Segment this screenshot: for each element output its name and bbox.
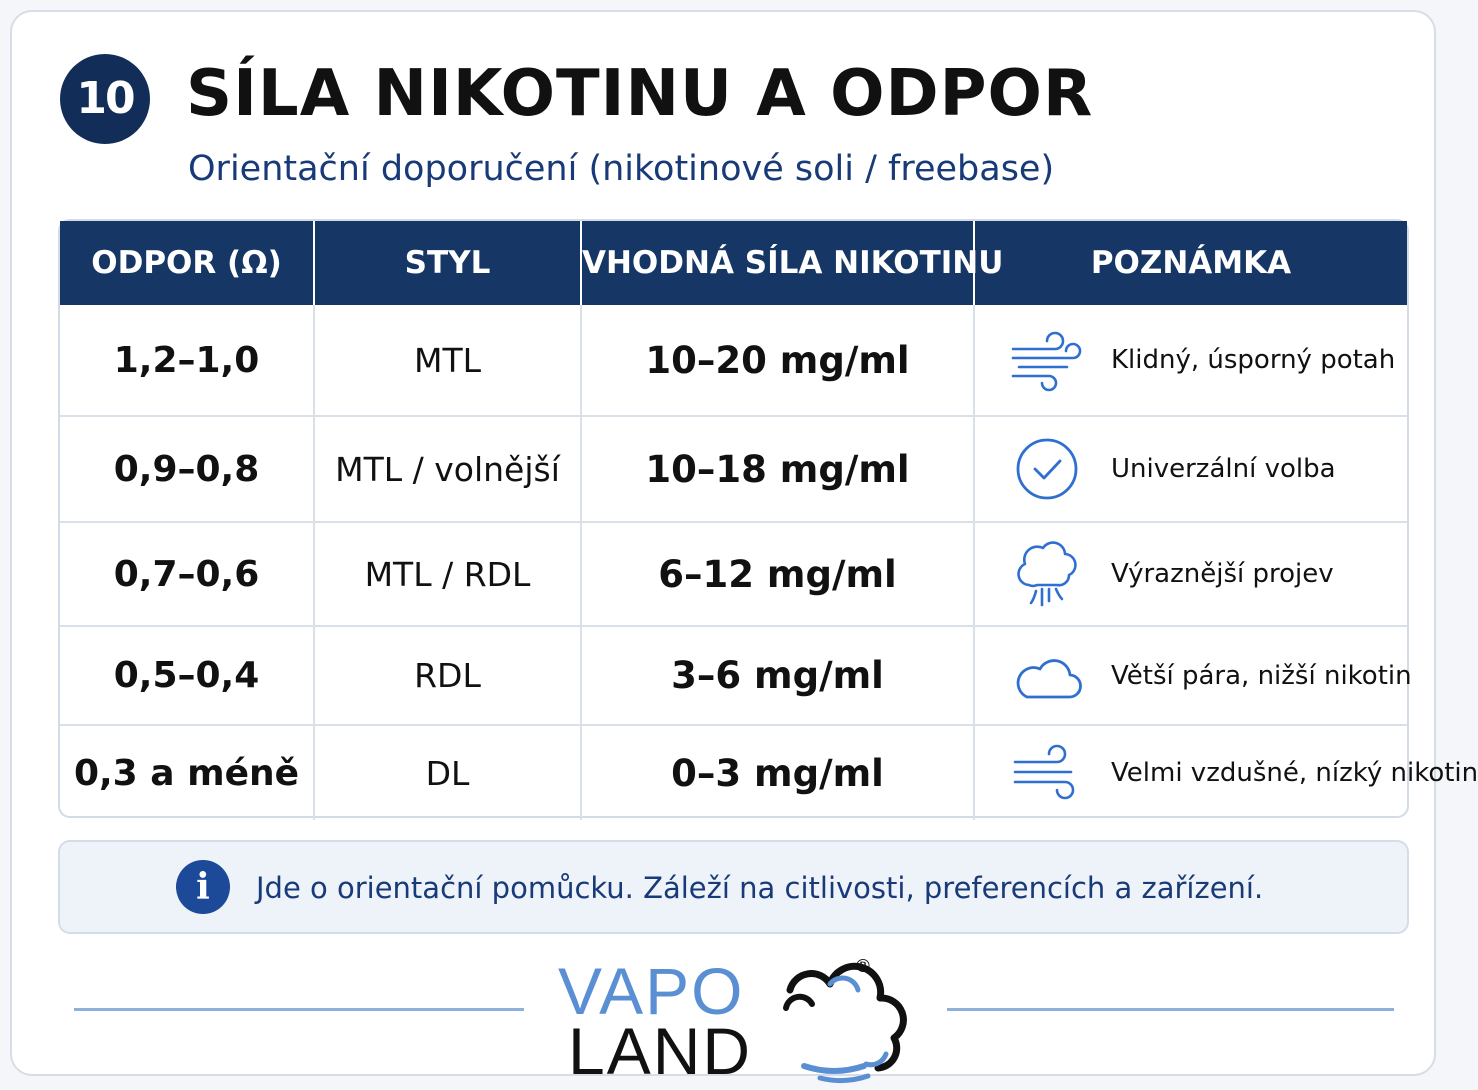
table-row [60,625,1412,724]
page-subtitle: Orientační doporučení (nikotinové soli / freebase) [188,149,1055,189]
nicotine-cell: 10–20 mg/ml [582,305,975,415]
header-resistance: ODPOR (Ω) [60,221,315,305]
table-body [60,305,1478,820]
note-text: Větší pára, nižší nikotin [1111,660,1412,691]
style-cell: MTL / RDL [315,523,582,625]
page-title: SÍLA NIKOTINU A ODPOR [186,57,1094,131]
table-row [60,724,1478,820]
vapoland-logo [552,950,932,1090]
resistance-cell: 1,2–1,0 [60,305,315,415]
table-header [60,221,1407,305]
note-cell [975,305,1407,415]
note-cell [975,523,1407,625]
note-text: Výraznější projev [1111,559,1334,589]
header-nicotine-strength: VHODNÁ SÍLA NIKOTINU [582,221,975,305]
registered-mark: ® [854,956,872,977]
check-circle-icon [1009,434,1085,504]
note-cell [975,726,1478,820]
style-cell: MTL [315,305,582,415]
info-text: Jde o orientační pomůcku. Záleží na citlivosti, preferencích a zařízení. [256,871,1264,905]
style-cell: MTL / volnější [315,417,582,521]
header-note: POZNÁMKA [1090,245,1292,281]
footer-divider-left [74,1008,524,1011]
logo-text-land: LAND [568,1014,753,1088]
table-row [60,305,1407,415]
nicotine-cell: 10–18 mg/ml [582,417,975,521]
info-icon: i [176,860,230,914]
footer-divider-right [947,1008,1394,1011]
nicotine-cell: 0–3 mg/ml [582,726,975,820]
airflow-icon [1009,738,1085,808]
header-style: STYL [315,221,582,305]
nicotine-cell: 3–6 mg/ml [582,627,975,724]
resistance-cell: 0,9–0,8 [60,417,315,521]
note-text: Univerzální volba [1111,454,1336,484]
style-cell: RDL [315,627,582,724]
nicotine-resistance-table [58,219,1478,818]
logo-text-vapo: VAPO [558,954,745,1028]
note-text: Velmi vzdušné, nízký nikotin [1111,758,1478,788]
style-cell: DL [315,726,582,820]
infographic-card [10,10,1478,1088]
table-row [60,415,1407,521]
logo-cloud-icon [774,956,924,1086]
resistance-cell: 0,5–0,4 [60,627,315,724]
vapor-cloud-icon [1009,539,1085,609]
cloud-icon [1009,641,1085,711]
info-callout [58,840,1409,934]
note-cell [975,627,1412,724]
table-row [60,521,1407,625]
note-cell [975,417,1407,521]
resistance-cell: 0,7–0,6 [60,523,315,625]
wind-icon [1009,325,1085,395]
nicotine-cell: 6–12 mg/ml [582,523,975,625]
resistance-cell: 0,3 a méně [60,726,315,820]
section-number-badge: 10 [60,54,150,144]
note-text: Klidný, úsporný potah [1111,345,1396,375]
